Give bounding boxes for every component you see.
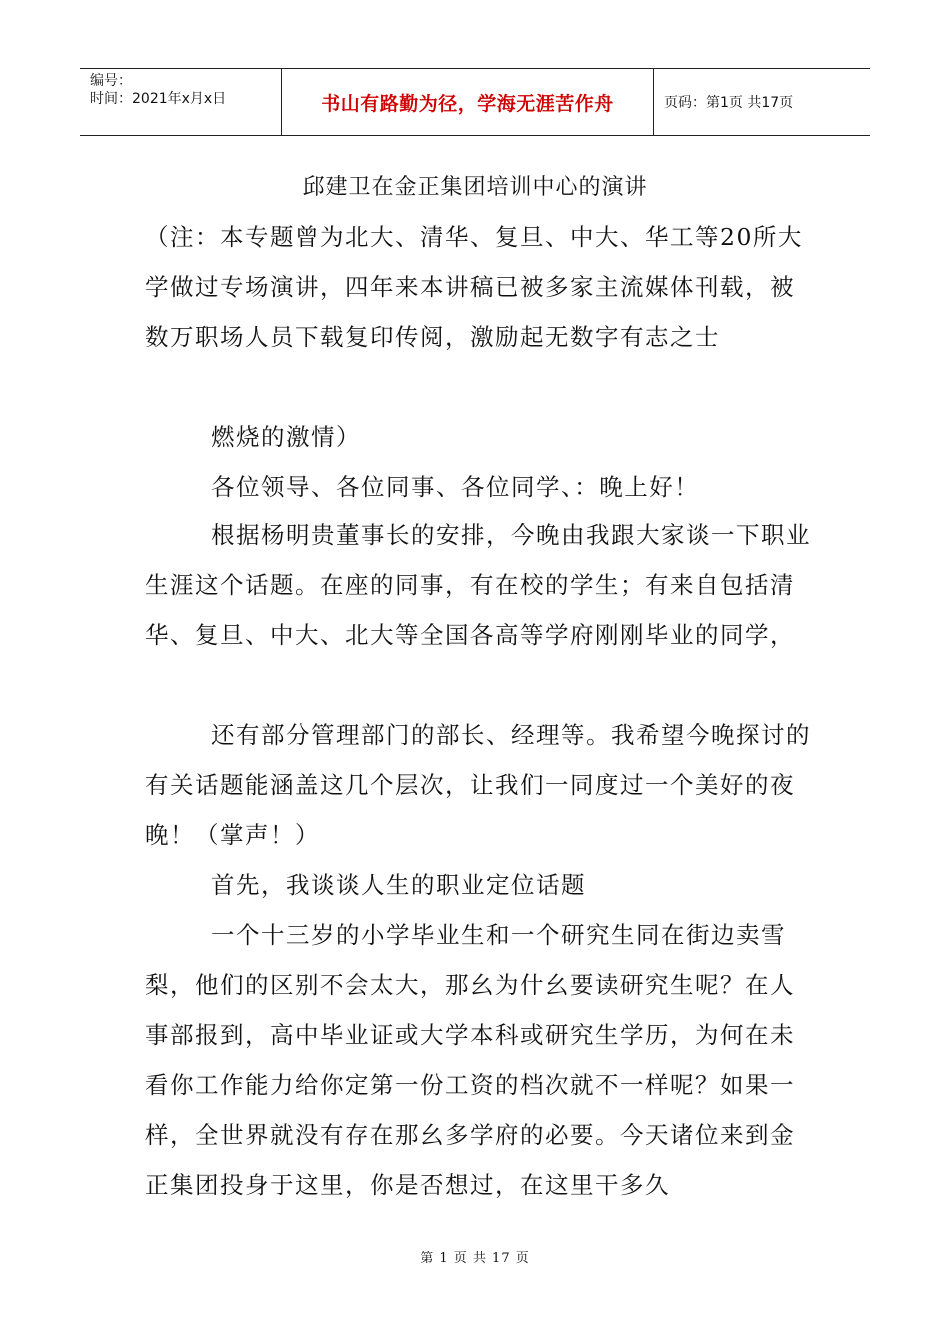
header-meta-cell xyxy=(80,69,282,135)
page-footer: 第 1 页 共 17 页 xyxy=(420,1251,530,1266)
paragraph-audience: 还有部分管理部门的部长、经理等。我希望今晚探讨的有关话题能涵盖这几个层次，让我们一同度过一个美好的夜晚！（掌声！） xyxy=(145,721,811,849)
header-motto: 书山有路勤为径，学海无涯苦作舟 xyxy=(321,92,614,115)
paragraph-body: 一个十三岁的小学毕业生和一个研究生同在街边卖雪梨，他们的区别不会太大，那幺为什幺要读研究生呢？在人事部报到，高中毕业证或大学本科或研究生学历，为何在未看你工作能力给你定第一份工资的档次就不一样呢？如果一样，全世界就没有存在那幺多学府的必要。今天诸位来到金正集团投身于这里，你是否想过，在这里干多久 xyxy=(145,921,795,1199)
header-table xyxy=(80,68,870,136)
paragraph-intro: 根据杨明贵董事长的安排，今晚由我跟大家谈一下职业生涯这个话题。在座的同事，有在校的学生；有来自包括清华、复旦、中大、北大等全国各高等学府刚刚毕业的同学， xyxy=(145,521,811,649)
document-time-label: 时间：2021年x月x日 xyxy=(90,91,227,107)
document-title: 邱建卫在金正集团培训中心的演讲 xyxy=(302,175,648,200)
paragraph-topic: 首先，我谈谈人生的职业定位话题 xyxy=(211,871,586,899)
header-page-cell xyxy=(654,69,870,135)
paragraph-greeting: 各位领导、各位同事、各位同学、：晚上好！ xyxy=(211,473,700,501)
document-number-label: 编号： xyxy=(90,73,132,89)
paragraph-note-end: 燃烧的激情） xyxy=(211,423,361,451)
header-page-info: 页码：第1页 共17页 xyxy=(664,95,794,111)
header-motto-cell xyxy=(282,69,654,135)
paragraph-note: （注：本专题曾为北大、清华、复旦、中大、华工等20所大学做过专场演讲，四年来本讲稿已被多家主流媒体刊载，被数万职场人员下载复印传阅，激励起无数字有志之士 xyxy=(145,223,803,351)
